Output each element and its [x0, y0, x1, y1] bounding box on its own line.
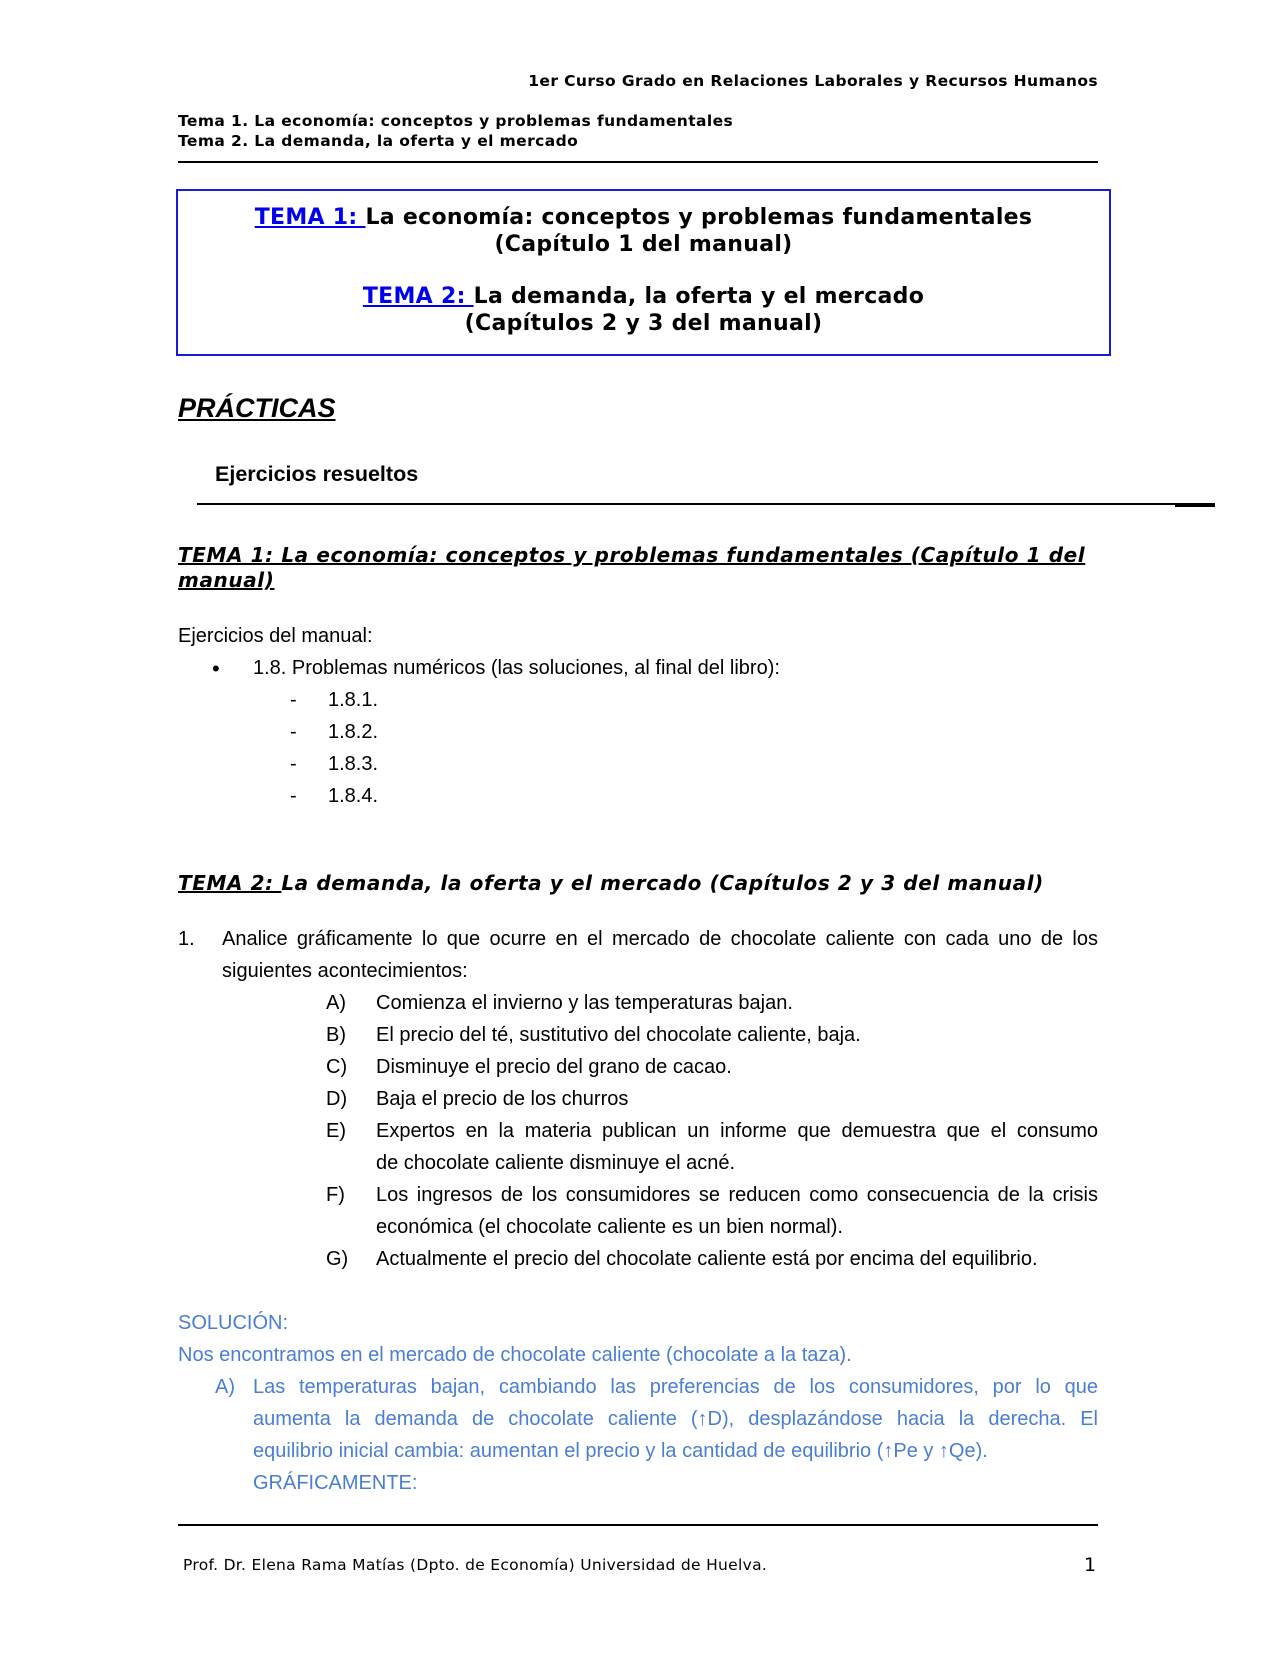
tema1-intro: Ejercicios del manual: — [178, 625, 373, 647]
tema2-title: La demanda, la oferta y el mercado — [473, 284, 925, 309]
page-number: 1 — [1084, 1554, 1097, 1576]
dash-icon: - — [290, 689, 297, 711]
tema1-exercises-heading-line2: manual) — [178, 568, 275, 592]
solution-a-line3: equilibrio inicial cambia: aumentan el precio y la cantidad de equilibrio (↑Pe y ↑Qe). — [253, 1440, 988, 1462]
section-rule-end — [1175, 504, 1215, 507]
title-box-tema1 — [176, 205, 1111, 230]
option-letter: A) — [326, 992, 346, 1014]
question-line2: siguientes acontecimientos: — [222, 960, 468, 982]
solution-label: SOLUCIÓN: — [178, 1312, 289, 1334]
option-letter: F) — [326, 1184, 345, 1206]
option-letter: E) — [326, 1120, 346, 1142]
tema1-chapter: (Capítulo 1 del manual) — [494, 232, 793, 257]
list-item: 1.8.1. — [328, 689, 379, 711]
solution-a-line4: GRÁFICAMENTE: — [253, 1472, 418, 1494]
list-item: 1.8.3. — [328, 753, 379, 775]
tema2-link[interactable]: TEMA 2: — [362, 284, 474, 309]
tema1-link[interactable]: TEMA 1: — [254, 205, 366, 230]
option-text: Actualmente el precio del chocolate caliente está por encima del equilibrio. — [376, 1248, 1038, 1270]
header-tema2: Tema 2. La demanda, la oferta y el mercado — [178, 132, 579, 150]
option-text: económica (el chocolate caliente es un bien normal). — [376, 1216, 843, 1238]
tema1-exercises-heading-line1: TEMA 1: La economía: conceptos y problemas fundamentales (Capítulo 1 del — [178, 543, 1086, 567]
option-text: El precio del té, sustitutivo del chocolate caliente, baja. — [376, 1024, 861, 1046]
practicas-heading: PRÁCTICAS — [178, 393, 336, 423]
dash-icon: - — [290, 753, 297, 775]
dash-icon: - — [290, 785, 297, 807]
footer-rule — [178, 1524, 1098, 1526]
option-letter: B) — [326, 1024, 346, 1046]
option-letter: C) — [326, 1056, 348, 1078]
solution-a-line2: aumenta la demanda de chocolate caliente (↑D), desplazándose hacia la derecha. El — [253, 1408, 1098, 1430]
tema1-title: La economía: conceptos y problemas fundamentales — [365, 205, 1033, 230]
title-box-tema2 — [176, 284, 1111, 309]
footer-text: Prof. Dr. Elena Rama Matías (Dpto. de Economía) Universidad de Huelva. — [183, 1556, 768, 1574]
tema2-chapter: (Capítulos 2 y 3 del manual) — [464, 311, 823, 336]
dash-icon: - — [290, 721, 297, 743]
option-letter: G) — [326, 1248, 349, 1270]
header-rule — [178, 161, 1098, 163]
ejercicios-resueltos-heading: Ejercicios resueltos — [215, 462, 419, 486]
option-text: Baja el precio de los churros — [376, 1088, 629, 1110]
question-line1: Analice gráficamente lo que ocurre en el mercado de chocolate caliente con cada uno de los — [222, 928, 1098, 950]
option-text: Los ingresos de los consumidores se reducen como consecuencia de la crisis — [376, 1184, 1098, 1206]
tema2-heading-text: La demanda, la oferta y el mercado (Capítulos 2 y 3 del manual) — [281, 871, 1044, 895]
header-course: 1er Curso Grado en Relaciones Laborales y Recursos Humanos — [528, 72, 1098, 90]
list-item: 1.8.2. — [328, 721, 379, 743]
tema2-exercises-heading — [178, 871, 1098, 896]
option-text: Expertos en la materia publican un informe que demuestra que el consumo — [376, 1120, 1098, 1142]
option-text: Disminuye el precio del grano de cacao. — [376, 1056, 732, 1078]
question-number: 1. — [178, 928, 195, 950]
solution-intro: Nos encontramos en el mercado de chocolate caliente (chocolate a la taza). — [178, 1344, 852, 1366]
option-letter: D) — [326, 1088, 348, 1110]
bullet-icon: • — [212, 656, 220, 681]
tema2-heading-label: TEMA 2: — [178, 871, 282, 895]
option-text: de chocolate caliente disminuye el acné. — [376, 1152, 736, 1174]
tema1-bullet: 1.8. Problemas numéricos (las soluciones, al final del libro): — [253, 657, 780, 679]
section-rule — [197, 503, 1215, 505]
list-item: 1.8.4. — [328, 785, 379, 807]
header-tema1: Tema 1. La economía: conceptos y problemas fundamentales — [178, 112, 734, 130]
solution-letter: A) — [215, 1376, 235, 1398]
solution-a-line1: Las temperaturas bajan, cambiando las preferencias de los consumidores, por lo que — [253, 1376, 1098, 1398]
option-text: Comienza el invierno y las temperaturas bajan. — [376, 992, 793, 1014]
